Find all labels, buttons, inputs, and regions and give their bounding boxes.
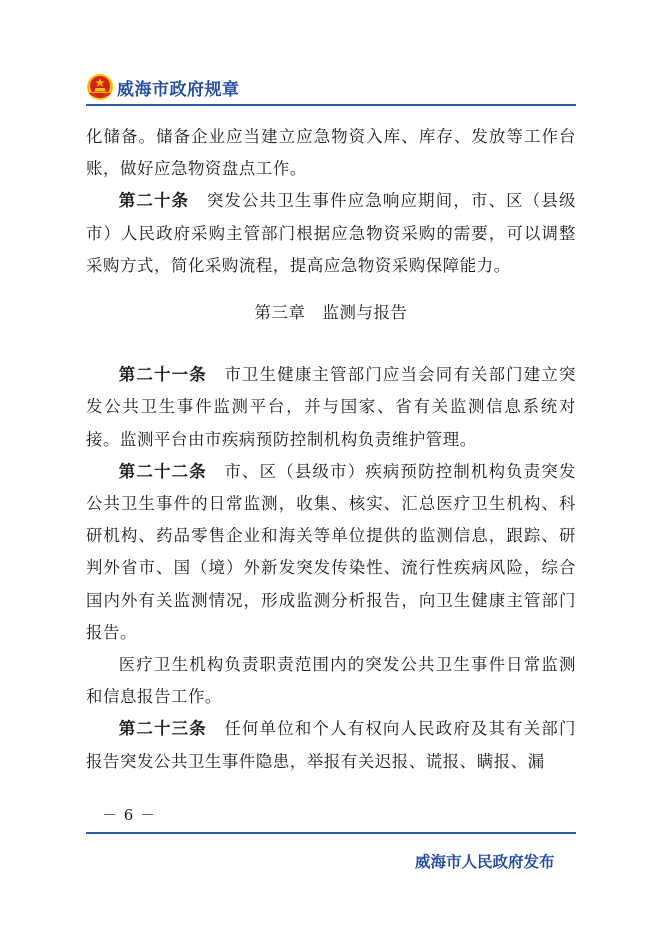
header-title: 威海市政府规章 xyxy=(117,79,240,100)
article-21: 第二十一条 市卫生健康主管部门应当会同有关部门建立突发公共卫生事件监测平台，并与国家、省有关监测信息系统对接。监测平台由市疾病预防控制机构负责维护管理。 xyxy=(86,365,576,449)
article-20: 第二十条 突发公共卫生事件应急响应期间，市、区（县级市）人民政府采购主管部门根据应急物资采购的需要，可以调整采购方式，简化采购流程，提高应急物资采购保障能力。 xyxy=(86,191,576,275)
article-23-title: 第二十三条 xyxy=(118,719,207,739)
paragraph-continued: 化储备。储备企业应当建立应急物资入库、库存、发放等工作台账，做好应急物资盘点工作。 xyxy=(86,127,576,179)
document-body xyxy=(86,121,576,778)
article-21-title: 第二十一条 xyxy=(118,365,207,385)
article-22: 第二十二条 市、区（县级市）疾病预防控制机构负责突发公共卫生事件的日常监测，收集、核实、汇总医疗卫生机构、科研机构、药品零售企业和海关等单位提供的监测信息，跟踪、研判外省市、国（境）外新发突发传染性、流行性疾病风险，综合国内外有关监测情况，形成监测分析报告，向卫生健康主管部门报告。 xyxy=(86,461,576,642)
footer-publisher: 威海市人民政府发布 xyxy=(415,853,555,871)
chapter-heading: 第三章 监测与报告 xyxy=(254,303,408,323)
article-23: 第二十三条 任何单位和个人有权向人民政府及其有关部门报告突发公共卫生事件隐患，举报有关迟报、谎报、瞒报、漏 xyxy=(86,719,576,771)
article-22-para-2: 医疗卫生机构负责职责范围内的突发公共卫生事件日常监测和信息报告工作。 xyxy=(86,655,576,707)
header-rule xyxy=(86,104,576,106)
article-20-title: 第二十条 xyxy=(118,191,190,211)
footer-rule xyxy=(86,832,576,834)
document-header xyxy=(86,72,240,102)
page-number: － 6 － xyxy=(102,806,157,824)
national-emblem-icon xyxy=(86,73,114,101)
article-22-title: 第二十二条 xyxy=(118,461,207,481)
